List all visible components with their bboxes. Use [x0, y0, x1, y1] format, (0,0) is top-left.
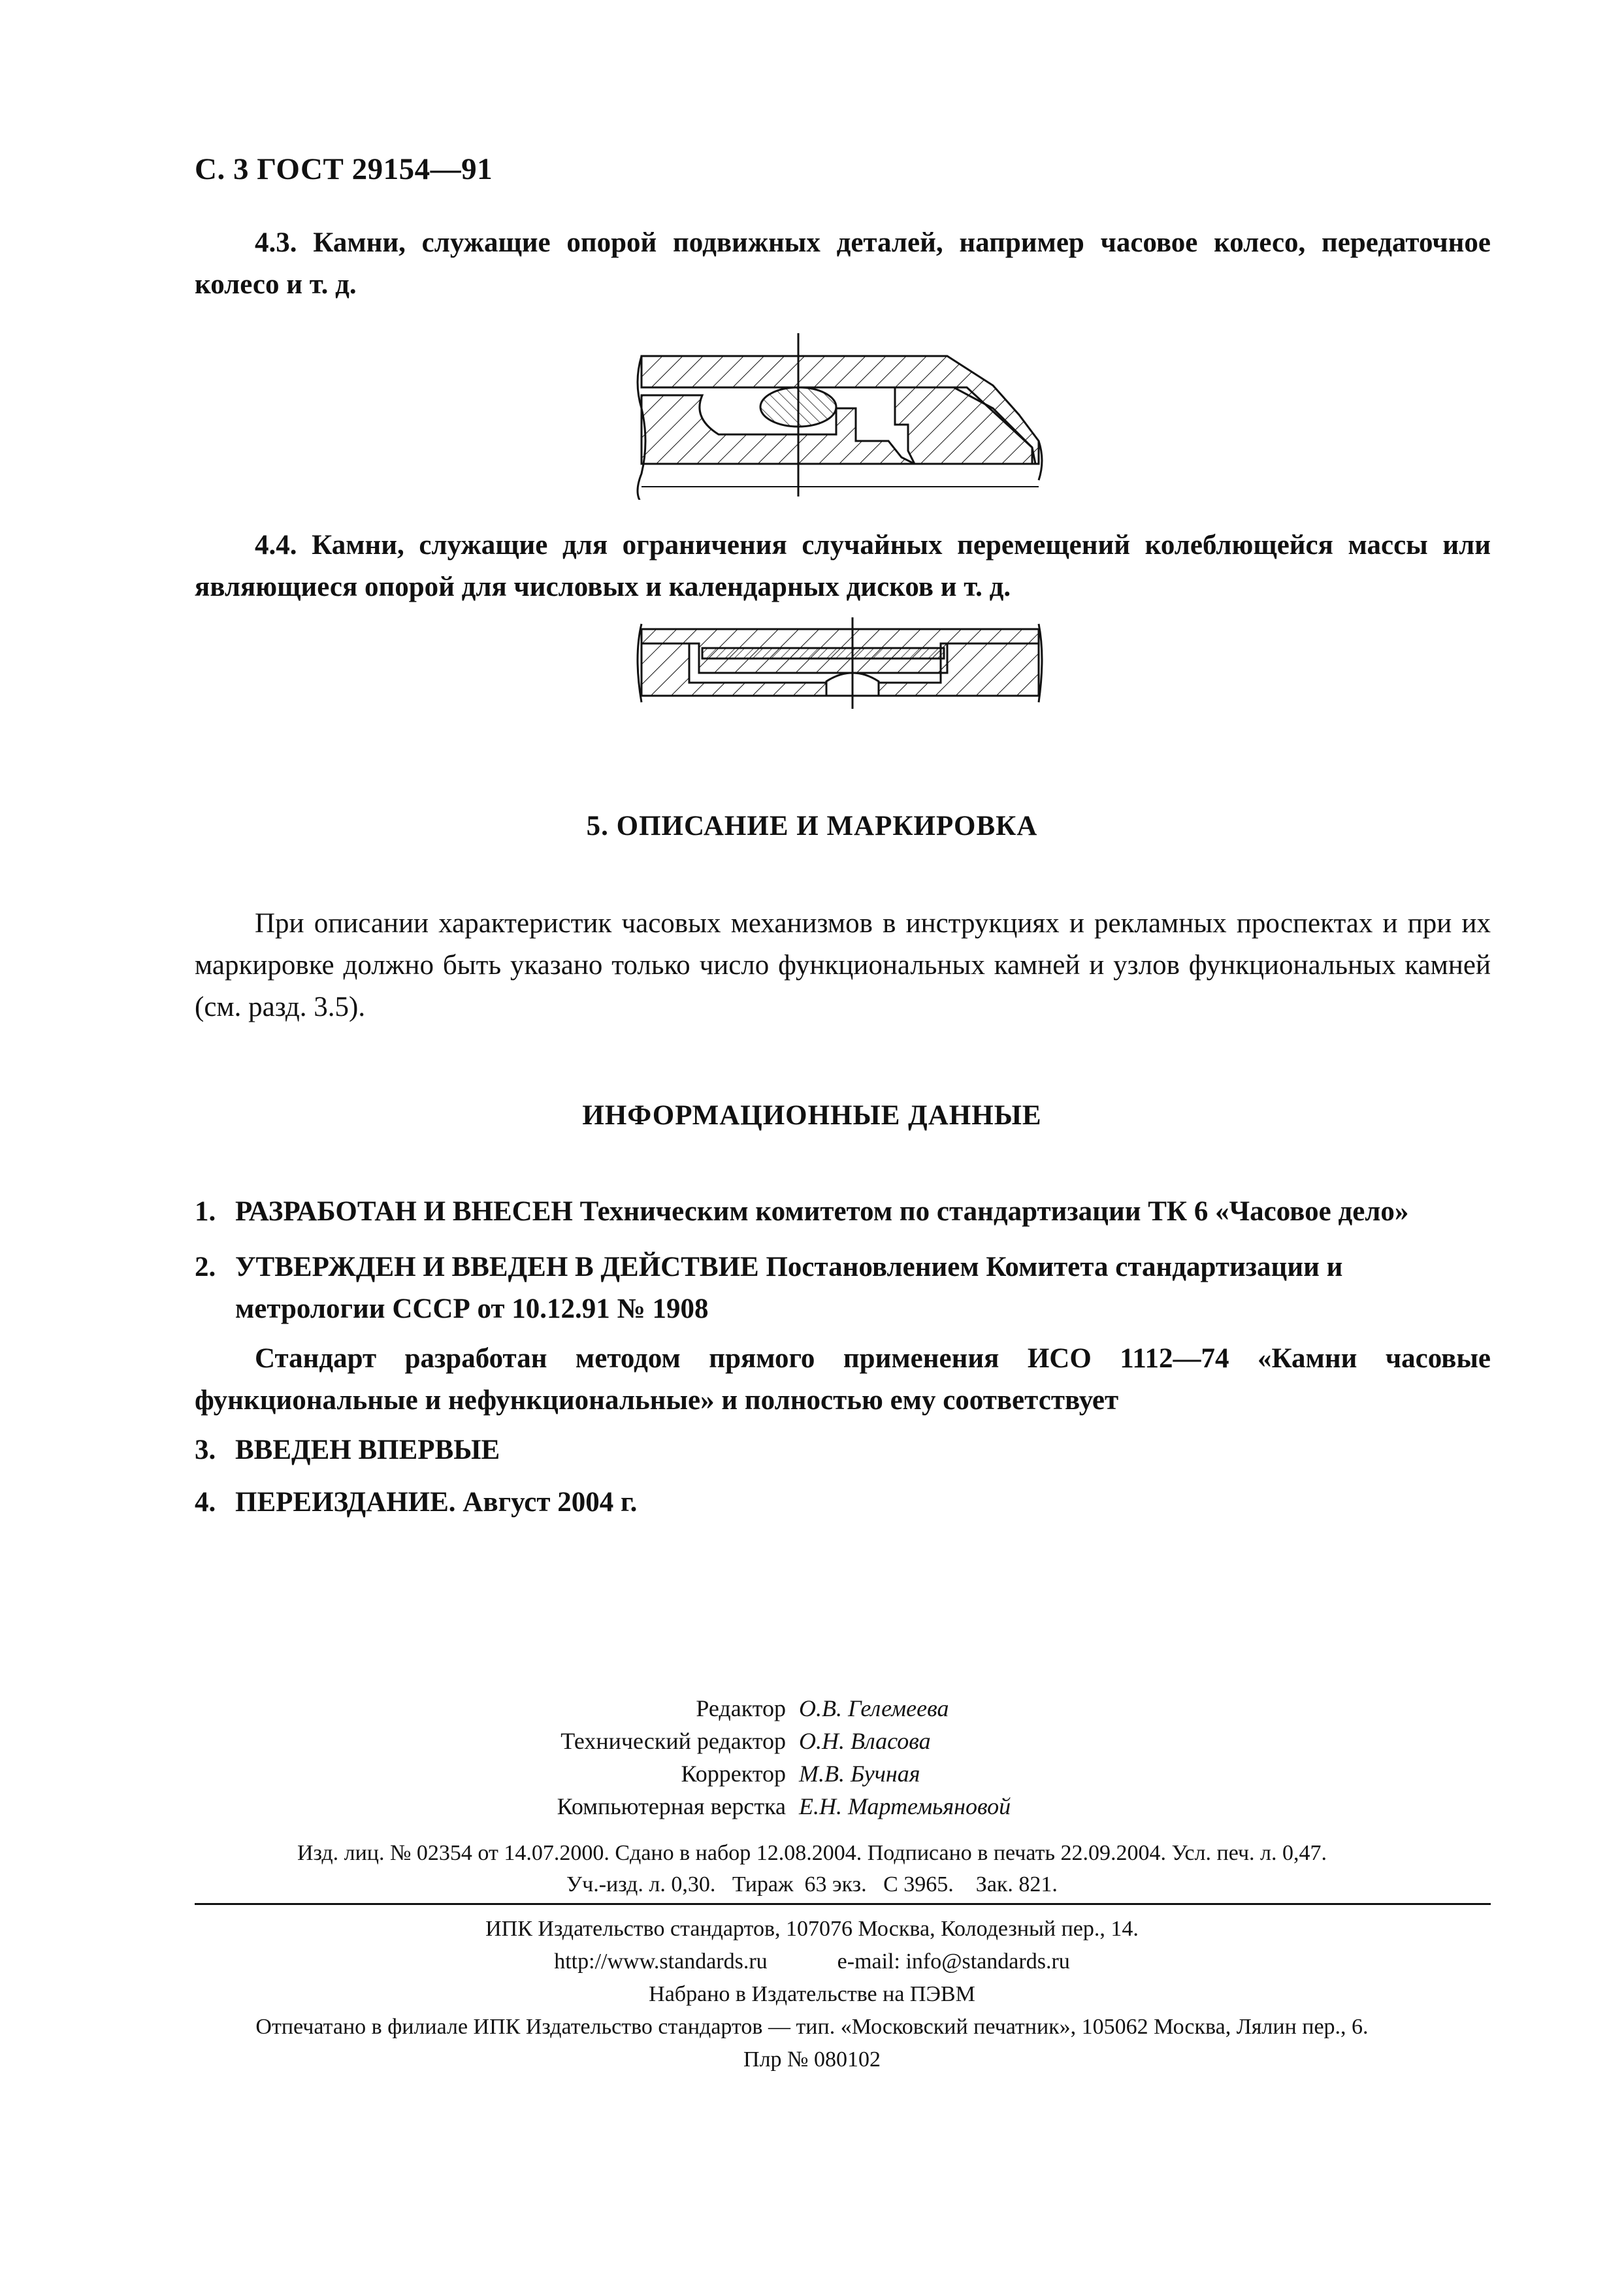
imprint-line-2: Уч.-изд. л. 0,30. Тираж 63 экз. С 3965. Зак. 821.: [566, 1872, 1058, 1896]
credit-name: М.В. Бучная: [799, 1761, 920, 1787]
plr-line: Плр № 080102: [743, 2047, 881, 2072]
info-item-2: [195, 1246, 1491, 1330]
imprint-line-1: Изд. лиц. № 02354 от 14.07.2000. Сдано в набор 12.08.2004. Подписано в печать 22.09.2004. Усл. печ. л. 0,47.: [297, 1841, 1327, 1865]
item-4-4: 4.4. Камни, служащие для ограничения случайных перемещений колеблющейся массы или являющиеся опорой для числовых и календарных дисков и т. д.: [195, 530, 1491, 602]
figure-jewel-calendar-disc: [627, 617, 1058, 709]
credits-block: [0, 1692, 1624, 1823]
credit-name: О.Н. Власова: [799, 1728, 931, 1754]
credit-row: [0, 1790, 1624, 1823]
section-5-title: 5. ОПИСАНИЕ И МАРКИРОВКА: [586, 811, 1038, 841]
credit-role: Технический редактор: [560, 1728, 786, 1754]
info-item-text: РАЗРАБОТАН И ВНЕСЕН Техническим комитетом по стандартизации ТК 6 «Часовое дело»: [235, 1196, 1409, 1227]
page-header: С. 3 ГОСТ 29154—91: [195, 152, 493, 186]
divider-rule: [195, 1903, 1491, 1905]
figure-jewel-bearing-wheel: [627, 330, 1058, 500]
info-item-4: [195, 1482, 1491, 1523]
credit-role: Корректор: [681, 1761, 786, 1787]
info-note: Стандарт разработан методом прямого применения ИСО 1112—74 «Камни часовые функциональные и нефункциональные» и полностью ему соответствует: [195, 1343, 1491, 1416]
section-5-text: При описании характеристик часовых механизмов в инструкциях и рекламных проспектах и при их маркировке должно быть указано только число функциональных камней и узлов функциональных камней (см. разд. 3.5).: [195, 908, 1491, 1022]
credit-role: Компьютерная верстка: [557, 1793, 786, 1819]
info-item-number: 3.: [195, 1435, 216, 1465]
info-item-number: 2.: [195, 1252, 216, 1282]
item-4-3: 4.3. Камни, служащие опорой подвижных деталей, например часовое колесо, передаточное колесо и т. д.: [195, 227, 1491, 300]
info-item-number: 4.: [195, 1487, 216, 1518]
credit-row: [0, 1692, 1624, 1725]
info-item-number: 1.: [195, 1196, 216, 1227]
printed-line: Отпечатано в филиале ИПК Издательство стандартов — тип. «Московский печатник», 105062 Москва, Лялин пер., 6.: [255, 2015, 1369, 2039]
info-item-1: [195, 1191, 1491, 1233]
contacts-line: [0, 1945, 1624, 1978]
publisher-address: ИПК Издательство стандартов, 107076 Москва, Колодезный пер., 14.: [485, 1917, 1139, 1941]
publisher-website-link[interactable]: http://www.standards.ru: [554, 1949, 768, 1974]
info-title: ИНФОРМАЦИОННЫЕ ДАННЫЕ: [582, 1100, 1042, 1131]
info-item-text: ПЕРЕИЗДАНИЕ. Август 2004 г.: [235, 1487, 638, 1518]
credit-name: Е.Н. Мартемьяновой: [799, 1793, 1011, 1819]
credit-name: О.В. Гелемеева: [799, 1695, 949, 1721]
info-item-3: [195, 1429, 1491, 1471]
credit-role: Редактор: [696, 1695, 786, 1721]
credit-row: [0, 1757, 1624, 1790]
publisher-email-link[interactable]: e-mail: info@standards.ru: [837, 1949, 1070, 1974]
info-item-text: УТВЕРЖДЕН И ВВЕДЕН В ДЕЙСТВИЕ Постановлением Комитета стандартизации и метрологии СССР от 10.12.91 № 1908: [235, 1252, 1343, 1324]
credit-row: [0, 1725, 1624, 1757]
typeset-line: Набрано в Издательстве на ПЭВМ: [649, 1982, 975, 2006]
info-item-text: ВВЕДЕН ВПЕРВЫЕ: [235, 1435, 500, 1465]
